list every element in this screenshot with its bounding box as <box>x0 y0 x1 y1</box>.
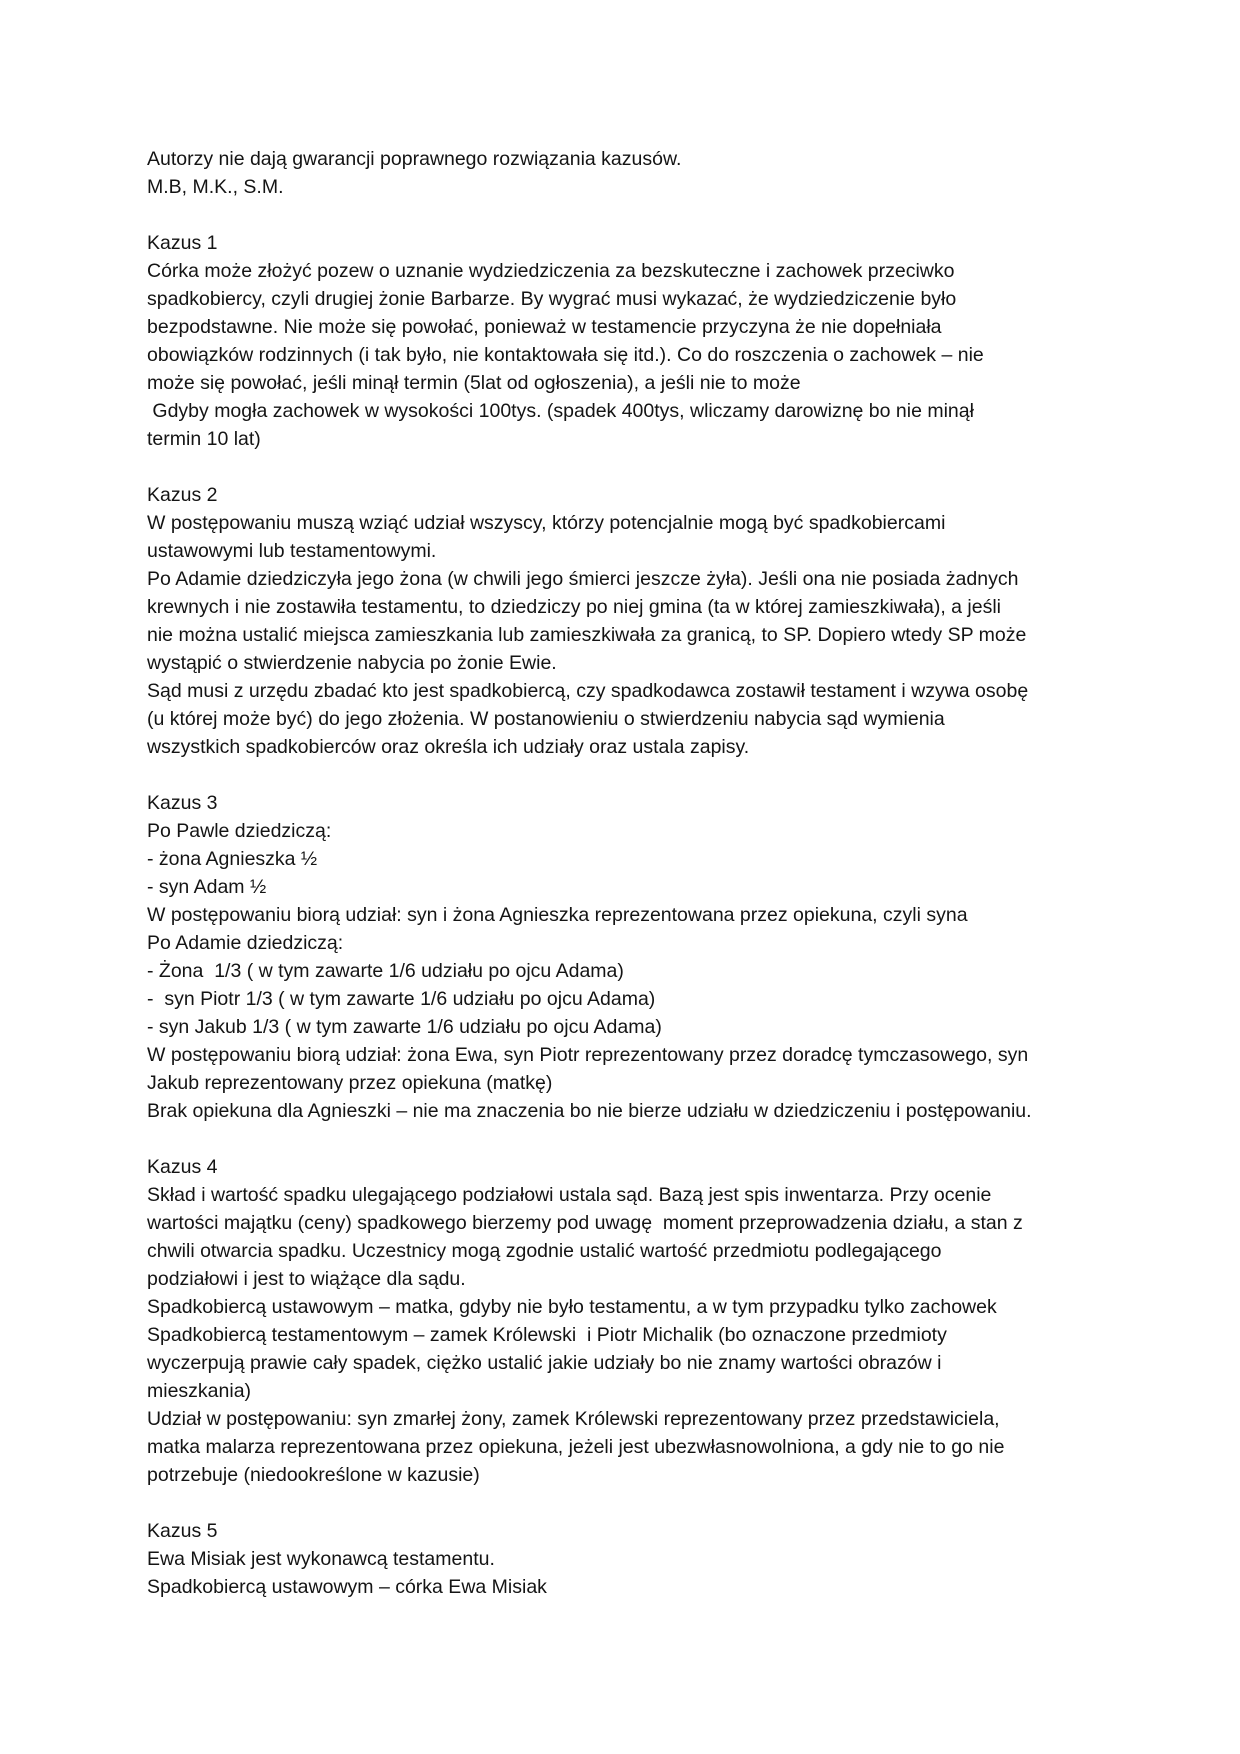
case-section-4 <box>147 1153 1107 1489</box>
case-section-1 <box>147 229 1107 453</box>
case-title: Kazus 1 <box>147 232 218 254</box>
paragraph-line: W postępowaniu biorą udział: żona Ewa, syn Piotr reprezentowany przez doradcę tymczasowego, syn <box>147 1044 1029 1066</box>
paragraph-line: Jakub reprezentowany przez opiekuna (matkę) <box>147 1072 553 1094</box>
spacer <box>147 453 1107 481</box>
case-section-2 <box>147 481 1107 761</box>
list-item: - żona Agnieszka ½ <box>147 848 318 870</box>
paragraph-line: krewnych i nie zostawiła testamentu, to dziedziczy po niej gmina (ta w której zamieszkiwała), a jeśli <box>147 596 1002 618</box>
paragraph-line: Córka może złożyć pozew o uznanie wydziedziczenia za bezskuteczne i zachowek przeciwko <box>147 260 955 282</box>
paragraph-line: wyczerpują prawie cały spadek, ciężko ustalić jakie udziały bo nie znamy wartości obrazów i <box>147 1352 942 1374</box>
paragraph-line: Po Adamie dziedziczyła jego żona (w chwili jego śmierci jeszcze żyła). Jeśli ona nie posiada żadnych <box>147 568 1019 590</box>
paragraph-line: Skład i wartość spadku ulegającego podziałowi ustala sąd. Bazą jest spis inwentarza. Przy ocenie <box>147 1184 992 1206</box>
paragraph-line: (u której może być) do jego złożenia. W postanowieniu o stwierdzeniu nabycia sąd wymienia <box>147 708 945 730</box>
list-item: - syn Jakub 1/3 ( w tym zawarte 1/6 udziału po ojcu Adama) <box>147 1016 662 1038</box>
paragraph-line: bezpodstawne. Nie może się powołać, ponieważ w testamencie przyczyna że nie dopełniała <box>147 316 942 338</box>
paragraph-line: W postępowaniu biorą udział: syn i żona Agnieszka reprezentowana przez opiekuna, czyli syna <box>147 904 968 926</box>
paragraph-line: wszystkich spadkobierców oraz określa ich udziały oraz ustala zapisy. <box>147 736 750 758</box>
paragraph-line: Gdyby mogła zachowek w wysokości 100tys. (spadek 400tys, wliczamy darowiznę bo nie minął <box>147 400 974 422</box>
paragraph-line: chwili otwarcia spadku. Uczestnicy mogą zgodnie ustalić wartość przedmiotu podlegającego <box>147 1240 942 1262</box>
case-title: Kazus 3 <box>147 792 218 814</box>
paragraph-line: spadkobiercy, czyli drugiej żonie Barbarze. By wygrać musi wykazać, że wydziedziczenie było <box>147 288 957 310</box>
paragraph-line: potrzebuje (niedookreślone w kazusie) <box>147 1464 480 1486</box>
paragraph-line: Sąd musi z urzędu zbadać kto jest spadkobiercą, czy spadkodawca zostawił testament i wzywa osobę <box>147 680 1029 702</box>
paragraph-line: Spadkobiercą ustawowym – matka, gdyby nie było testamentu, a w tym przypadku tylko zachowek <box>147 1296 997 1318</box>
paragraph-line: ustawowymi lub testamentowymi. <box>147 540 437 562</box>
paragraph-line: mieszkania) <box>147 1380 252 1402</box>
paragraph-line: wystąpić o stwierdzenie nabycia po żonie Ewie. <box>147 652 557 674</box>
list-item: - syn Adam ½ <box>147 876 267 898</box>
case-title: Kazus 4 <box>147 1156 218 1178</box>
paragraph-line: Brak opiekuna dla Agnieszki – nie ma znaczenia bo nie bierze udziału w dziedziczeniu i postępowaniu. <box>147 1100 1032 1122</box>
paragraph-line: termin 10 lat) <box>147 428 261 450</box>
paragraph-line: W postępowaniu muszą wziąć udział wszyscy, którzy potencjalnie mogą być spadkobiercami <box>147 512 946 534</box>
paragraph-line: podziałowi i jest to wiążące dla sądu. <box>147 1268 466 1290</box>
paragraph-line: Ewa Misiak jest wykonawcą testamentu. <box>147 1548 495 1570</box>
paragraph-line: matka malarza reprezentowana przez opiekuna, jeżeli jest ubezwłasnowolniona, a gdy nie to go nie <box>147 1436 1005 1458</box>
authors-initials: M.B, M.K., S.M. <box>147 176 284 198</box>
case-title: Kazus 5 <box>147 1520 218 1542</box>
spacer <box>147 201 1107 229</box>
spacer <box>147 761 1107 789</box>
spacer <box>147 1125 1107 1153</box>
paragraph-line: może się powołać, jeśli minął termin (5lat od ogłoszenia), a jeśli nie to może <box>147 372 801 394</box>
paragraph-line: wartości majątku (ceny) spadkowego bierzemy pod uwagę moment przeprowadzenia działu, a stan z <box>147 1212 1023 1234</box>
case-section-3 <box>147 789 1107 1125</box>
paragraph-line: Po Pawle dziedziczą: <box>147 820 332 842</box>
list-item: - Żona 1/3 ( w tym zawarte 1/6 udziału po ojcu Adama) <box>147 960 624 982</box>
paragraph-line: Udział w postępowaniu: syn zmarłej żony, zamek Królewski reprezentowany przez przedstawiciela, <box>147 1408 1000 1430</box>
paragraph-line: obowiązków rodzinnych (i tak było, nie kontaktowała się itd.). Co do roszczenia o zachowek – nie <box>147 344 984 366</box>
paragraph-line: nie można ustalić miejsca zamieszkania lub zamieszkiwała za granicą, to SP. Dopiero wtedy SP może <box>147 624 1027 646</box>
disclaimer-text: Autorzy nie dają gwarancji poprawnego rozwiązania kazusów. <box>147 148 682 170</box>
paragraph-line: Spadkobiercą ustawowym – córka Ewa Misiak <box>147 1576 547 1598</box>
case-section-5 <box>147 1517 1107 1601</box>
case-title: Kazus 2 <box>147 484 218 506</box>
document-page <box>147 145 1107 1601</box>
spacer <box>147 1489 1107 1517</box>
paragraph-line: Spadkobiercą testamentowym – zamek Królewski i Piotr Michalik (bo oznaczone przedmioty <box>147 1324 947 1346</box>
paragraph-line: Po Adamie dziedziczą: <box>147 932 344 954</box>
list-item: - syn Piotr 1/3 ( w tym zawarte 1/6 udziału po ojcu Adama) <box>147 988 656 1010</box>
